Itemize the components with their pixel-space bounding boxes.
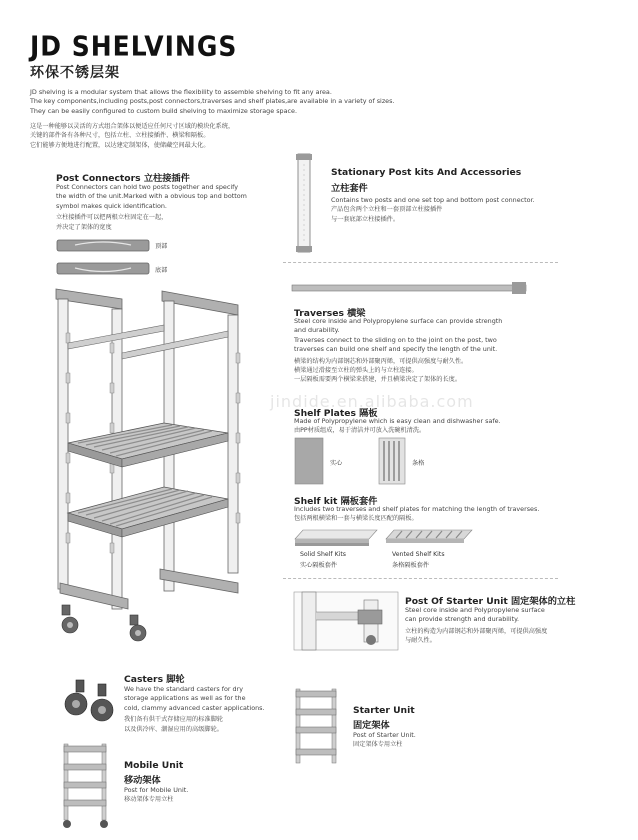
traverses-line: traverses can build one shelf and specify the length of the unit. [294, 345, 498, 354]
starter-post-detail-image [292, 590, 400, 652]
casters-line: storage applications as well as for the [124, 694, 246, 703]
post-connectors-cn-line: 并决定了架体的宽度 [56, 223, 112, 231]
intro-cn-line: 关键的部件备有各种尺寸，包括立柱、立柱接插件、横梁和隔板。 [30, 132, 210, 140]
casters-line: We have the standard casters for dry [124, 685, 243, 693]
traverses-cn-line: 横梁通过滑接至立柱的弹头上的与立柱连接。 [294, 367, 418, 375]
intro-line: The key components,including posts,post connectors,traverses and shelf plates,are available in a variety of sizes. [30, 97, 395, 106]
traverse-image [290, 280, 530, 296]
shelf-plates-line: Made of Polypropylene which is easy clean and dishwasher safe. [294, 417, 501, 425]
post-connectors-title: Post Connectors 立柱接插件 [56, 173, 190, 184]
vented-kit-image [384, 527, 474, 549]
intro-cn-line: 它们能够方便地进行配置，以达建定制架体，使储藏空间最大化。 [30, 141, 210, 149]
stationary-title-cn: 立柱套件 [331, 183, 368, 194]
traverses-cn-line: 横梁的结构为内部钢芯和外部聚丙烯，可提供高强度与耐久性。 [294, 357, 468, 365]
post-starter-cn-line: 与耐久性。 [405, 637, 436, 645]
post-starter-line: Steel core inside and Polypropylene surface [405, 606, 545, 614]
traverses-text [294, 317, 502, 385]
starter-unit-title: Starter Unit [353, 705, 415, 716]
top-connector-image [57, 240, 149, 251]
stationary-text [331, 196, 535, 224]
brand-subtitle: 环保不锈层架 [30, 65, 120, 81]
mobile-unit-cn-line: 移动架体专用立柱 [124, 796, 174, 804]
stationary-post-image [290, 152, 320, 254]
casters-text [124, 685, 265, 734]
traverses-line: Traverses connect to the sliding on to the joint on the post, two [294, 335, 497, 344]
starter-unit-title-cn: 固定架体 [353, 720, 390, 731]
post-starter-title: Post Of Starter Unit 固定架体的立柱 [405, 596, 576, 607]
traverses-line: and durability. [294, 326, 340, 335]
watermark: jindide.en.alibaba.com [270, 392, 474, 411]
shelf-plates-title: Shelf Plates 隔板 [294, 408, 378, 419]
post-connectors-line: Post Connectors can hold two posts together and specify [56, 183, 239, 191]
casters-cn-line: 我们备有供干式存储应用的标准脚轮 [124, 716, 223, 724]
assembled-shelving-image [52, 283, 252, 643]
shelf-plates-text [294, 417, 501, 436]
solid-kits-label: Solid Shelf Kits [300, 551, 346, 558]
intro-line: They can be easily configured to custom build shelving to maximize storage space. [30, 106, 297, 115]
traverses-title: Traverses 横梁 [294, 308, 366, 319]
intro-text [30, 88, 394, 116]
intro-line: JD shelving is a modular system that allows the flexibility to assemble shelving to fit any area. [30, 88, 332, 96]
stationary-line: Contains two posts and one set top and bottom post connector. [331, 196, 535, 204]
traverses-line: Steel core inside and Polypropylene surface can provide strength [294, 317, 503, 325]
casters-image [62, 676, 120, 724]
vented-label: 条格 [412, 460, 425, 467]
shelf-kit-text [294, 505, 539, 524]
post-connectors-line: the width of the unit.Marked with a obvious top and bottom [56, 192, 247, 201]
vented-kits-label-cn: 条格隔板套件 [392, 562, 430, 569]
starter-unit-image [292, 685, 340, 767]
casters-title: Casters 脚轮 [124, 674, 185, 685]
post-connector-images [55, 238, 155, 278]
mobile-unit-text [124, 786, 188, 805]
mobile-unit-line: Post for Mobile Unit. [124, 786, 189, 794]
intro-cn-line: 这是一种能够以灵活的方式组合架体以便适应任何尺寸区域的模块化系统， [30, 123, 235, 130]
brand-title: JD SHELVINGS [30, 30, 238, 62]
mobile-unit-image [60, 740, 110, 830]
stationary-cn-line: 产品包含两个立柱和一套顶部立柱接插件 [331, 206, 443, 214]
intro-text-cn [30, 122, 234, 150]
starter-unit-line: Post of Starter Unit. [353, 731, 416, 739]
post-connectors-cn-line: 立柱接插件可以把两根立柱固定在一起， [56, 214, 168, 222]
post-connectors-text [56, 183, 247, 232]
solid-label: 实心 [330, 460, 343, 467]
shelf-plates-cn-line: 由PP材质组成，易于清洁并可放入洗碗机清洗。 [294, 427, 426, 435]
post-starter-cn-line: 立柱的构造为内部钢芯和外部聚丙烯，可提供高强度 [405, 627, 548, 635]
starter-unit-cn-line: 固定架体专用立柱 [353, 741, 403, 749]
post-starter-line: can provide strength and durability. [405, 615, 519, 624]
starter-unit-text [353, 731, 416, 750]
mobile-unit-title-cn: 移动架体 [124, 775, 161, 786]
post-connectors-line: symbol makes quick identification. [56, 201, 167, 210]
bottom-label: 底部 [155, 267, 168, 274]
casters-line: cold, clammy advanced caster applications. [124, 703, 265, 712]
shelf-kit-title: Shelf kit 隔板套件 [294, 496, 378, 507]
shelf-kit-line: Includes two traverses and shelf plates for matching the length of traverses. [294, 505, 540, 513]
solid-kits-label-cn: 实心隔板套件 [300, 562, 338, 569]
top-label: 顶部 [155, 243, 168, 250]
solid-kit-image [293, 527, 379, 549]
bottom-connector-image [57, 263, 149, 274]
post-starter-text [405, 606, 547, 646]
vented-plate-image [378, 437, 406, 485]
stationary-title: Stationary Post kits And Accessories [331, 167, 522, 178]
mobile-unit-title: Mobile Unit [124, 760, 184, 771]
solid-plate-image [294, 437, 324, 485]
traverses-cn-line: 一层隔板需要两个横梁来搭建，并且横梁决定了架体的长度。 [294, 376, 462, 384]
stationary-cn-line: 与一套底部立柱接插件。 [331, 215, 400, 223]
vented-kits-label: Vented Shelf Kits [392, 551, 445, 558]
divider [283, 578, 558, 579]
shelf-kit-cn-line: 包括两根横梁和一套与横梁长度匹配的隔板。 [294, 515, 418, 523]
casters-cn-line: 以及供冷库、潮湿应用的高级脚轮。 [124, 725, 223, 733]
divider [283, 262, 558, 263]
